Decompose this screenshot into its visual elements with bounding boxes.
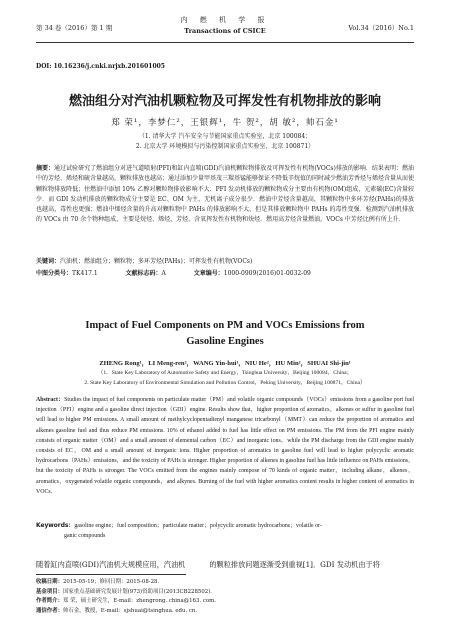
footnote-contact (36, 607, 414, 617)
fund-label: 基金项目： (36, 588, 63, 595)
clc-value: TK417.1 (72, 270, 98, 277)
affiliation-cn-1: （1. 清华大学 汽车安全与节能国家重点实验室，北京 100084； (138, 133, 312, 140)
body-left-column-text: 随着缸内直喷(GDI)汽油机大规模应用，汽油机 (36, 560, 186, 569)
journal-name-cn: 内 燃 机 学 报 (180, 16, 270, 24)
footnote-received (36, 578, 414, 588)
abstract-cn (36, 164, 414, 226)
keywords-cn (36, 257, 414, 267)
keywords-cn-text: 汽油机；燃油组分；颗粒物；多环芳烃(PAHs)；可挥发性有机物(VOCs) (60, 258, 253, 265)
contact-value: 帅石金，教授，E-mail：sjshuai@tsinghua. edu. cn. (62, 607, 198, 614)
affiliation-en-1: （1．State Key Laboratory of Automotive Safety and Energy，Tsinghua University，Beijing 100084，China； (97, 370, 353, 376)
authors-en: ZHENG Rong¹，LI Meng-ren²，WANG Yin-hui¹，NIU He²，HU Min²，SHUAI Shi-jin¹ (99, 360, 351, 367)
paper-title-en (20, 318, 430, 350)
body-right-column-text: 的颗粒排放问题逐渐受到重视[1]．GDI 发动机由于将 (209, 560, 380, 569)
body-text-first-line (36, 560, 414, 570)
keywords-en-continuation: ganic compounds (64, 533, 106, 540)
abstract-en (36, 395, 414, 497)
keywords-en-text: gasoline engine；fuel composition；particulate matter；polycyclic aromatic hydrocarbons；volatile or- (74, 523, 322, 529)
keywords-cn-label: 关键词： (36, 258, 61, 265)
abstract-en-label: Abstract： (36, 397, 65, 403)
volume-issue-en: Vol.34（2016）No.1 (348, 24, 414, 32)
affiliation-en-2: 2. State Key Laboratory of Environmental Simulation and Pollution Control，Peking University，Beijing 100871，China） (84, 379, 366, 386)
affiliations-en (36, 369, 414, 388)
paper-title-en-line1: Impact of Fuel Components on PM and VOCs Emissions from (85, 320, 365, 331)
keywords-en (36, 521, 414, 541)
doc-code-label: 文献标志码： (125, 270, 162, 277)
abstract-cn-text: 通过试验研究了燃油组分对进气道喷射(PFI)和缸内直喷(GDI)汽油机颗粒物排放及可挥发性有机物(VOCs)排放的影响．结果表明：燃油中的芳烃、烯烃和硫含量越高，颗粒排放也越高；通过添加少量甲基茂三羰基锰能够保证不降低辛烷值的同时减少燃油芳香烃与烯烃含量从而使颗粒物排放降低；往燃油中添加 10% 乙醇对颗粒物排放影响不大．PFI 发动机排放的颗粒物成分主要由有机物(OM)组成，元素碳(EC)含量较少．而 GDI 发动机排放的颗粒物成分主要是 EC、OM 为主，无机离子成分很少．燃油中芳烃含量越高，其颗粒物中多环芳烃(PAHs)的排放也越高，毒性也更强；燃油中烯烃含量的升高对颗粒物中 PAHs 的排放影响不大，但是其排放颗粒物中 PAHs 的毒性变强．检测到汽油机排放的 VOCs 由 70 余个物种组成，主要是烷烃、烯烃、芳烃、含氧挥发性有机物和炔烃．燃用高芳烃含量燃油，VOCs 中芳烃比例有所上升． (36, 165, 415, 224)
footnote-divider (36, 574, 186, 575)
received-label: 收稿日期： (36, 579, 63, 585)
contact-label: 通信作者： (36, 607, 63, 614)
abstract-en-text: Studies the impact of fuel components on particulate matter（PM）and volatile organic compounds（VOCs）emissions from a gasoline port fuel injection（PFI）engine and a gasoline direct injection（GDI）engine. Results show that，higher proportion of aromatics，alkenes or sulfur in gasoline fuel will lead to higher PM emissions. A small amount of methylcyclopentadienyl manganese tricarbonyl（MMT）can reduce the proportion of aromatics and alkenes gasoline fuel and thus reduce PM emissions. 10% of ethanol added to fuel has little effect on PM emissions. The PM from the PFI engine mainly consists of organic matter（OM）and a small amount of elemental carbon（EC）and inorganic ions，while the PM discharge from the GDI engine mainly consists of EC，OM and a small amount of inorganic ions. Higher proportion of aromatics in gasoline fuel will lead to higher polycyclic aromatic hydrocarbons（PAHs）emissions，and the toxicity of PAHs is stronger. Higher proportion of alkenes in gasoline fuel has little influence on PAHs emissions，but the toxicity of PAHs is stronger. The VOCs emitted from the engines mainly compose of 70 kinds of organic matter，including alkane，alkenes，aromatics，oxygenated volatile organic compounds，and alkynes. Burning of the fuel with higher aromatics content results in higher content of aromatics in VOCs. (36, 397, 414, 495)
footnote-fund (36, 588, 414, 598)
paper-title-en-line2: Gasoline Engines (186, 336, 264, 347)
journal-name-en: Transactions of CSICE (184, 27, 266, 35)
doi: DOI: 10.16236/j.cnki.nrjxb.201601005 (36, 63, 165, 70)
clc-label: 中图分类号： (36, 270, 73, 277)
volume-issue-cn: 第 34 卷（2016）第 1 期 (36, 24, 113, 32)
author-info-value: 郑 荣，硕士研究生，E-mail：zhengrong. china@163. com. (62, 598, 216, 604)
article-id-value: 1000-0909(2016)01-0032-09 (223, 270, 311, 277)
affiliation-cn-2: 2. 北京大学 环境模拟与污染控制国家重点实验室，北京 100871） (135, 143, 315, 150)
classification-line (36, 268, 414, 277)
doc-code-value: A (161, 270, 166, 277)
paper-title-cn: 燃油组分对汽油机颗粒物及可挥发性有机物排放的影响 (68, 94, 381, 109)
footnote-author (36, 597, 414, 607)
fund-value: 国家重点基础研究发展计划(973)资助项目(2013CB228502)． (62, 588, 216, 595)
running-header (36, 12, 414, 43)
affiliations-cn (20, 132, 430, 152)
keywords-en-label: Keywords： (36, 523, 75, 529)
author-info-label: 作者简介： (36, 598, 63, 604)
footnotes (36, 578, 414, 616)
article-id-label: 文章编号： (193, 270, 224, 277)
authors-cn: 郑 荣¹，李梦仁²，王银辉¹，牛 贺²，胡 敏²，帅石金¹ (111, 118, 339, 128)
received-value: 2015-05-19；修回日期：2015-08-28. (62, 579, 160, 585)
abstract-cn-label: 摘要： (36, 165, 55, 172)
